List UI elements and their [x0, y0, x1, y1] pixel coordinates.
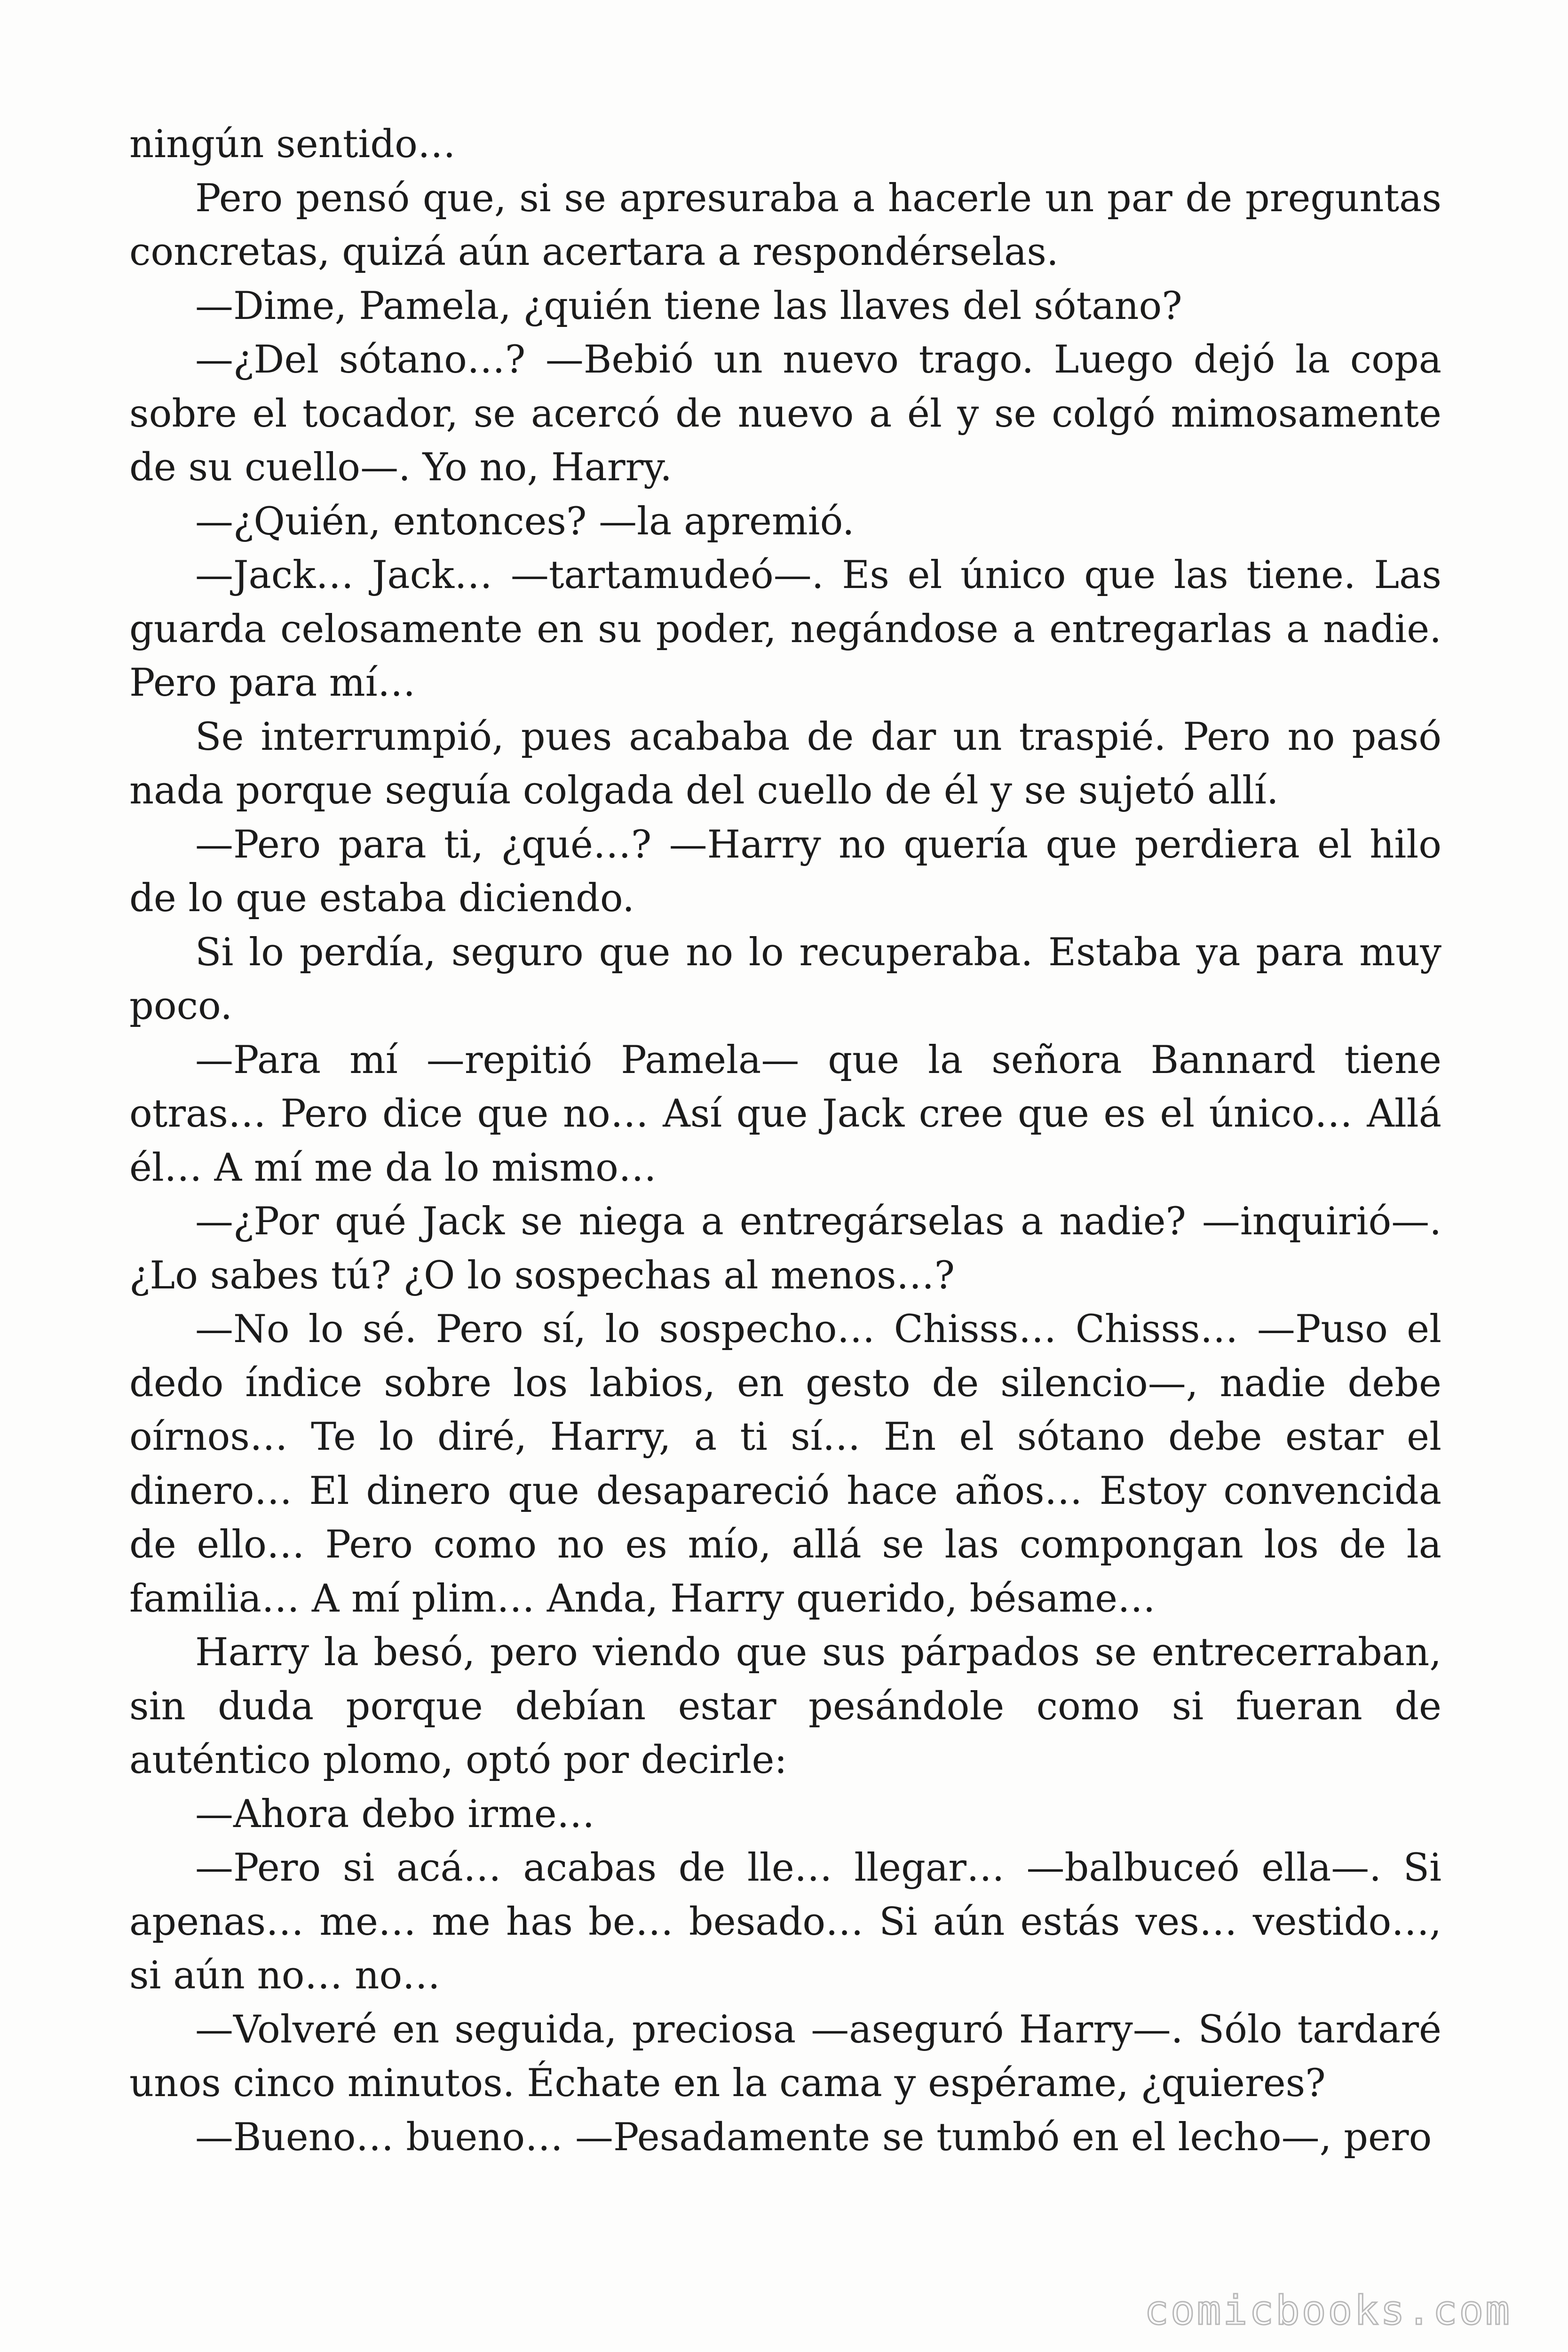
paragraph: —Para mí —repitió Pamela— que la señora Bannard tiene otras… Pero dice que no… Así que Jack cree que es el único… Allá él… A mí me da lo mismo…: [129, 1038, 1441, 1190]
paragraph: —Ahora debo irme…: [195, 1792, 595, 1836]
paragraph: ningún sentido…: [129, 122, 456, 167]
paragraph: —Bueno… bueno… —Pesadamente se tumbó en el lecho—, pero: [195, 2115, 1432, 2160]
paragraph: Harry la besó, pero viendo que sus párpados se entrecerraban, sin duda porque debían estar pesándole como si fueran de auténtico plomo, optó por decirle:: [129, 1630, 1441, 1782]
paragraph: —Volveré en seguida, preciosa —aseguró Harry—. Sólo tardaré unos cinco minutos. Échate en la cama y espérame, ¿quieres?: [129, 2007, 1441, 2106]
body-text: [129, 118, 1441, 2164]
watermark: comicbooks.com: [1144, 2287, 1512, 2334]
paragraph: —No lo sé. Pero sí, lo sospecho… Chisss… Chisss… —Puso el dedo índice sobre los labios, en gesto de silencio—, nadie debe oírnos… Te lo diré, Harry, a ti sí… En el sótano debe estar el dinero… El dinero que desapareció hace años… Estoy convencida de ello… Pero como no es mío, allá se las compongan los de la familia… A mí plim… Anda, Harry querido, bésame…: [129, 1307, 1441, 1621]
paragraph: —Pero si acá… acabas de lle… llegar… —balbuceó ella—. Si apenas… me… me has be… besado… Si aún estás ves… vestido…, si aún no… no…: [129, 1846, 1441, 1998]
paragraph: Se interrumpió, pues acababa de dar un traspié. Pero no pasó nada porque seguía colgada del cuello de él y se sujetó allí.: [129, 715, 1441, 813]
paragraph: —¿Quién, entonces? —la apremió.: [195, 499, 855, 544]
paragraph: —¿Por qué Jack se niega a entregárselas a nadie? —inquirió—. ¿Lo sabes tú? ¿O lo sospechas al menos…?: [129, 1200, 1441, 1298]
paragraph: —¿Del sótano…? —Bebió un nuevo trago. Luego dejó la copa sobre el tocador, se acercó de nuevo a él y se colgó mimosamente de su cuello—. Yo no, Harry.: [129, 338, 1441, 490]
paragraph: —Dime, Pamela, ¿quién tiene las llaves del sótano?: [195, 284, 1182, 328]
paragraph: —Pero para ti, ¿qué…? —Harry no quería que perdiera el hilo de lo que estaba diciendo.: [129, 822, 1441, 921]
paragraph: Si lo perdía, seguro que no lo recuperaba. Estaba ya para muy poco.: [129, 930, 1441, 1028]
paragraph: Pero pensó que, si se apresuraba a hacerle un par de preguntas concretas, quizá aún acertara a respondérselas.: [129, 176, 1441, 274]
paragraph: —Jack… Jack… —tartamudeó—. Es el único que las tiene. Las guarda celosamente en su poder, negándose a entregarlas a nadie. Pero para mí…: [129, 553, 1441, 705]
